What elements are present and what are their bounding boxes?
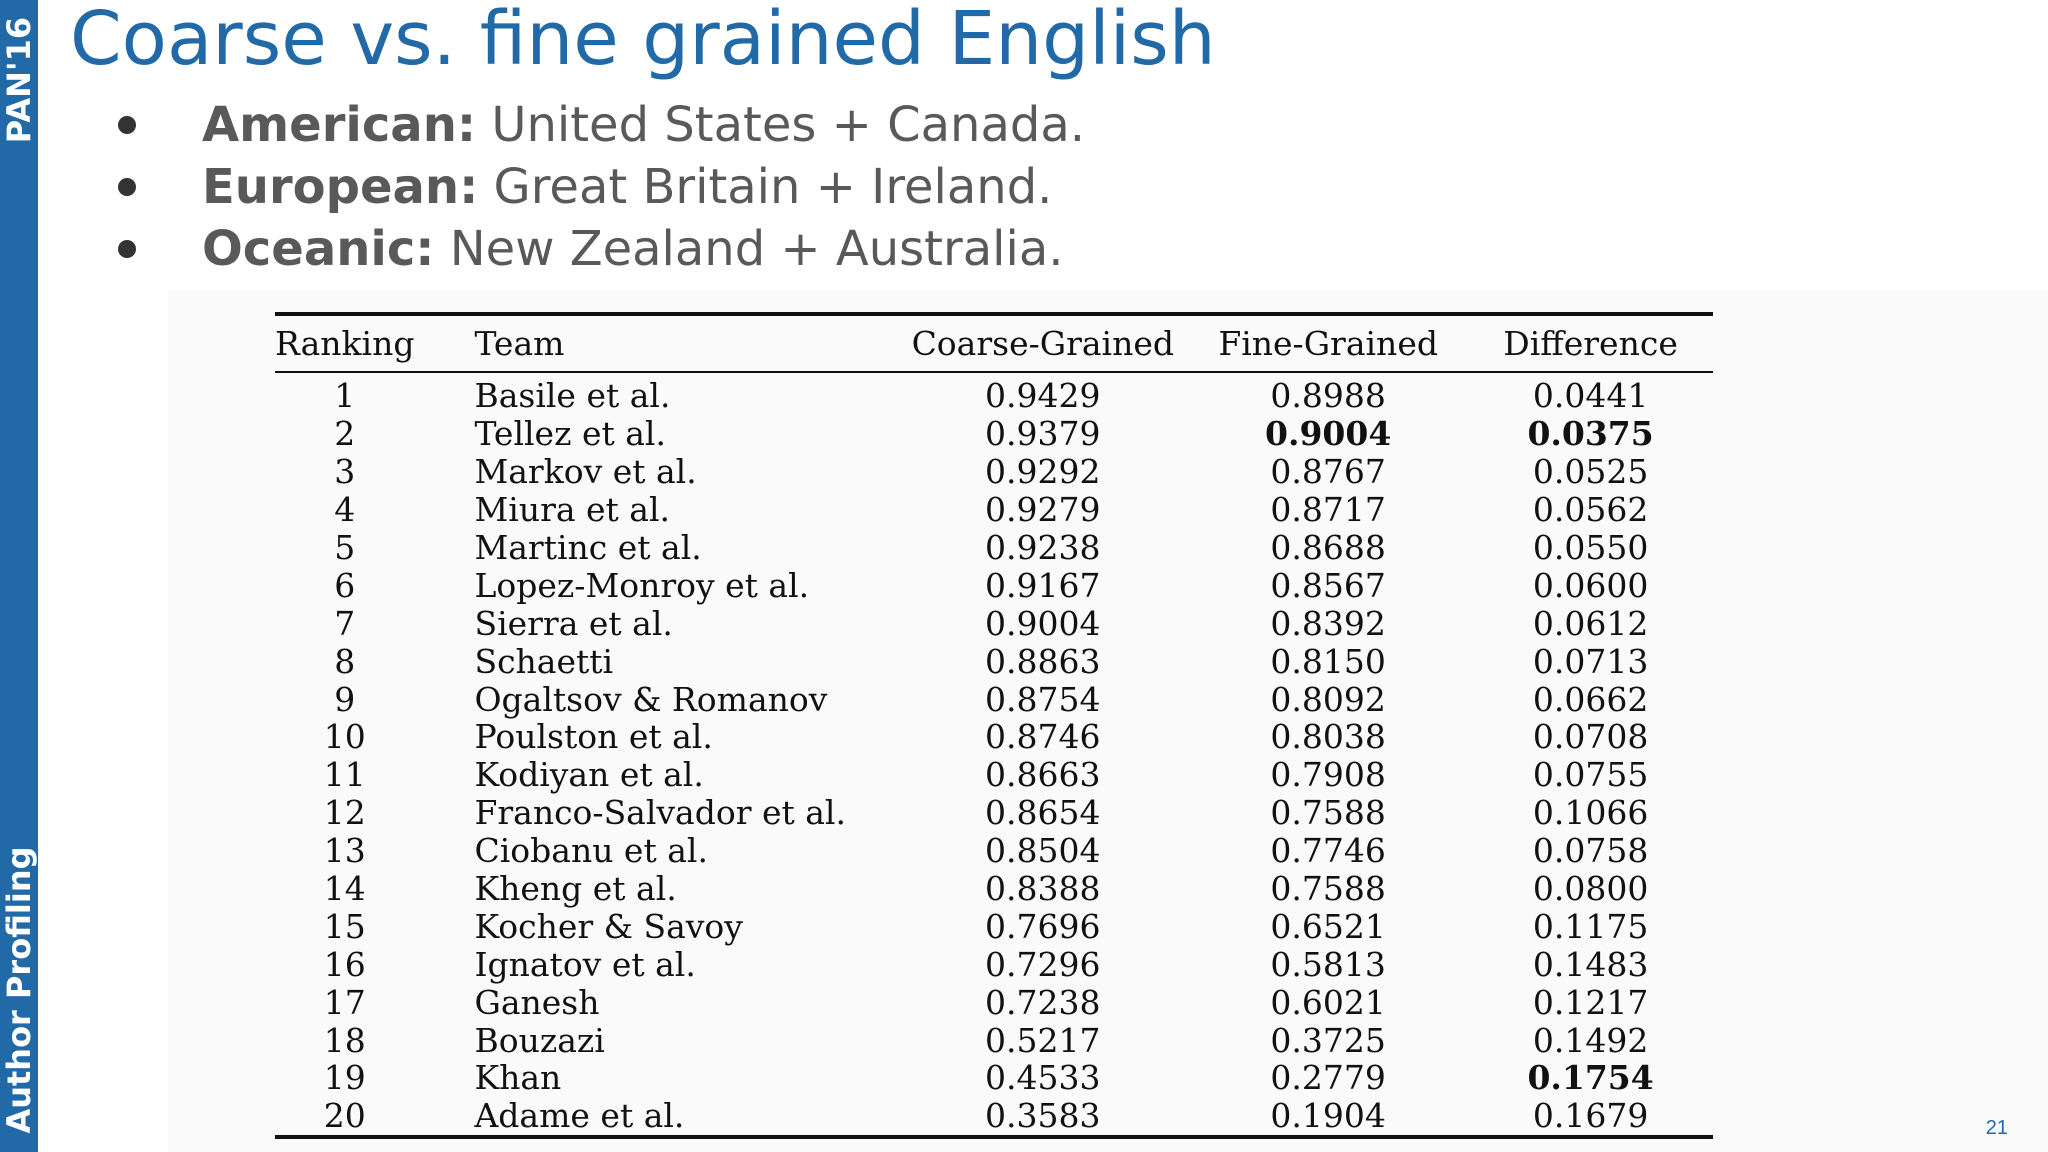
cell-team: Basile et al. [474, 376, 671, 416]
cell-team: Ignatov et al. [474, 944, 696, 984]
cell-fine-grained: 0.6521 [1270, 906, 1386, 946]
cell-ranking: 10 [323, 717, 366, 757]
cell-team: Lopez-Monroy et al. [474, 565, 810, 605]
cell-ranking: 13 [323, 831, 366, 871]
conference-label: PAN'16 [0, 16, 38, 144]
cell-difference: 0.0758 [1532, 831, 1649, 871]
cell-fine-grained: 0.7588 [1270, 793, 1386, 833]
cell-difference: 0.0375 [1527, 414, 1654, 454]
bullet-item [118, 156, 1085, 218]
cell-team: Bouzazi [474, 1020, 605, 1060]
table-row [275, 415, 1713, 453]
table-row [275, 642, 1713, 680]
cell-team: Kodiyan et al. [474, 755, 704, 795]
bullet-dot [118, 178, 136, 196]
table-row [275, 1097, 1713, 1137]
header-difference: Difference [1503, 324, 1678, 363]
cell-team: Kocher & Savoy [474, 906, 743, 946]
cell-fine-grained: 0.2779 [1270, 1058, 1386, 1098]
cell-ranking: 8 [334, 641, 356, 681]
cell-difference: 0.0525 [1532, 452, 1649, 492]
cell-difference: 0.0800 [1532, 869, 1649, 909]
cell-coarse-grained: 0.4533 [985, 1058, 1101, 1098]
cell-ranking: 14 [323, 869, 366, 909]
cell-fine-grained: 0.8092 [1270, 679, 1386, 719]
table-header-row [275, 314, 1713, 372]
cell-team: Franco-Salvador et al. [474, 793, 846, 833]
table-row [275, 870, 1713, 908]
cell-ranking: 2 [334, 414, 356, 454]
bullet-text: United States + Canada. [491, 97, 1085, 153]
cell-team: Adame et al. [474, 1096, 685, 1136]
cell-fine-grained: 0.5813 [1270, 944, 1386, 984]
table-row [275, 718, 1713, 756]
cell-coarse-grained: 0.7696 [985, 906, 1101, 946]
bullet-term: European: [202, 159, 479, 215]
cell-coarse-grained: 0.8388 [985, 869, 1101, 909]
table-row [275, 491, 1713, 529]
cell-ranking: 17 [323, 982, 366, 1022]
cell-fine-grained: 0.8392 [1270, 603, 1386, 643]
cell-coarse-grained: 0.8654 [985, 793, 1101, 833]
cell-ranking: 15 [323, 906, 366, 946]
cell-team: Khan [474, 1058, 562, 1098]
cell-difference: 0.0562 [1532, 490, 1649, 530]
table-row [275, 372, 1713, 415]
header-ranking: Ranking [275, 324, 415, 363]
cell-fine-grained: 0.7588 [1270, 869, 1386, 909]
cell-fine-grained: 0.8717 [1270, 490, 1386, 530]
cell-coarse-grained: 0.8754 [985, 679, 1101, 719]
page-number: 21 [1985, 1117, 2008, 1139]
slide-title: Coarse vs. fine grained English [70, 0, 1216, 82]
table-row [275, 983, 1713, 1021]
table-row [275, 832, 1713, 870]
cell-coarse-grained: 0.3583 [985, 1096, 1101, 1136]
cell-fine-grained: 0.6021 [1270, 982, 1386, 1022]
cell-fine-grained: 0.9004 [1265, 414, 1392, 454]
cell-difference: 0.1492 [1532, 1020, 1649, 1060]
cell-coarse-grained: 0.9004 [985, 603, 1101, 643]
bullet-list [118, 94, 1085, 280]
bullet-text: Great Britain + Ireland. [493, 159, 1053, 215]
cell-difference: 0.0600 [1532, 565, 1649, 605]
cell-fine-grained: 0.8038 [1270, 717, 1386, 757]
cell-coarse-grained: 0.8504 [985, 831, 1101, 871]
cell-coarse-grained: 0.8863 [985, 641, 1101, 681]
cell-team: Poulston et al. [474, 717, 713, 757]
cell-coarse-grained: 0.7296 [985, 944, 1101, 984]
table-row [275, 566, 1713, 604]
cell-coarse-grained: 0.9379 [985, 414, 1101, 454]
cell-team: Ciobanu et al. [474, 831, 708, 871]
cell-ranking: 11 [323, 755, 366, 795]
cell-ranking: 4 [334, 490, 356, 530]
header-coarse-grained: Coarse-Grained [911, 324, 1175, 363]
cell-team: Martinc et al. [474, 528, 702, 567]
bullet-dot [118, 240, 136, 258]
cell-coarse-grained: 0.5217 [985, 1020, 1101, 1060]
table-row [275, 794, 1713, 832]
cell-difference: 0.1754 [1527, 1058, 1654, 1098]
bullet-text: New Zealand + Australia. [449, 221, 1064, 277]
cell-coarse-grained: 0.8746 [985, 717, 1101, 757]
cell-coarse-grained: 0.9292 [985, 452, 1101, 492]
cell-difference: 0.1175 [1532, 906, 1649, 946]
cell-fine-grained: 0.8688 [1270, 528, 1386, 567]
table-row [275, 907, 1713, 945]
table-row [275, 945, 1713, 983]
cell-team: Tellez et al. [474, 414, 666, 454]
sidebar [0, 0, 38, 1152]
bullet-item [118, 218, 1085, 280]
cell-ranking: 20 [323, 1096, 366, 1136]
cell-team: Markov et al. [474, 452, 697, 492]
cell-difference: 0.0441 [1532, 376, 1649, 416]
cell-ranking: 1 [334, 376, 356, 416]
cell-team: Ogaltsov & Romanov [474, 679, 828, 719]
table-row [275, 529, 1713, 567]
cell-fine-grained: 0.7908 [1270, 755, 1386, 795]
cell-team: Sierra et al. [474, 603, 673, 643]
cell-ranking: 16 [323, 944, 366, 984]
section-label: Author Profiling [0, 846, 38, 1134]
cell-ranking: 18 [323, 1020, 366, 1060]
bullet-dot [118, 116, 136, 134]
cell-ranking: 3 [334, 452, 356, 492]
cell-difference: 0.0662 [1532, 679, 1649, 719]
cell-difference: 0.1483 [1532, 944, 1649, 984]
cell-fine-grained: 0.7746 [1270, 831, 1386, 871]
cell-difference: 0.1679 [1532, 1096, 1649, 1136]
cell-fine-grained: 0.8150 [1270, 641, 1386, 681]
table-row [275, 604, 1713, 642]
cell-coarse-grained: 0.9238 [985, 528, 1101, 567]
cell-difference: 0.1066 [1532, 793, 1649, 833]
cell-ranking: 19 [323, 1058, 366, 1098]
cell-difference: 0.0550 [1532, 528, 1649, 567]
cell-team: Kheng et al. [474, 869, 677, 909]
cell-coarse-grained: 0.7238 [985, 982, 1101, 1022]
cell-ranking: 6 [334, 565, 356, 605]
cell-coarse-grained: 0.9167 [985, 565, 1101, 605]
results-table [275, 312, 1713, 1139]
table-row [275, 680, 1713, 718]
cell-team: Miura et al. [474, 490, 671, 530]
cell-team: Ganesh [474, 982, 600, 1022]
cell-ranking: 7 [334, 603, 356, 643]
bullet-term: Oceanic: [202, 221, 435, 277]
table-row [275, 1059, 1713, 1097]
cell-fine-grained: 0.8767 [1270, 452, 1386, 492]
cell-ranking: 9 [334, 679, 356, 719]
header-team: Team [474, 324, 565, 363]
cell-fine-grained: 0.3725 [1270, 1020, 1386, 1060]
cell-ranking: 5 [334, 528, 356, 567]
cell-difference: 0.0708 [1532, 717, 1649, 757]
cell-coarse-grained: 0.9279 [985, 490, 1101, 530]
cell-fine-grained: 0.8988 [1270, 376, 1386, 416]
cell-difference: 0.0713 [1532, 641, 1649, 681]
cell-coarse-grained: 0.9429 [985, 376, 1101, 416]
bullet-term: American: [202, 97, 477, 153]
table-row [275, 453, 1713, 491]
cell-difference: 0.0755 [1532, 755, 1649, 795]
table-row [275, 756, 1713, 794]
table-row [275, 1021, 1713, 1059]
cell-ranking: 12 [323, 793, 366, 833]
cell-coarse-grained: 0.8663 [985, 755, 1101, 795]
cell-fine-grained: 0.1904 [1270, 1096, 1386, 1136]
cell-team: Schaetti [474, 641, 614, 681]
cell-fine-grained: 0.8567 [1270, 565, 1386, 605]
bullet-item [118, 94, 1085, 156]
header-fine-grained: Fine-Grained [1218, 324, 1438, 363]
cell-difference: 0.0612 [1532, 603, 1649, 643]
cell-difference: 0.1217 [1532, 982, 1649, 1022]
